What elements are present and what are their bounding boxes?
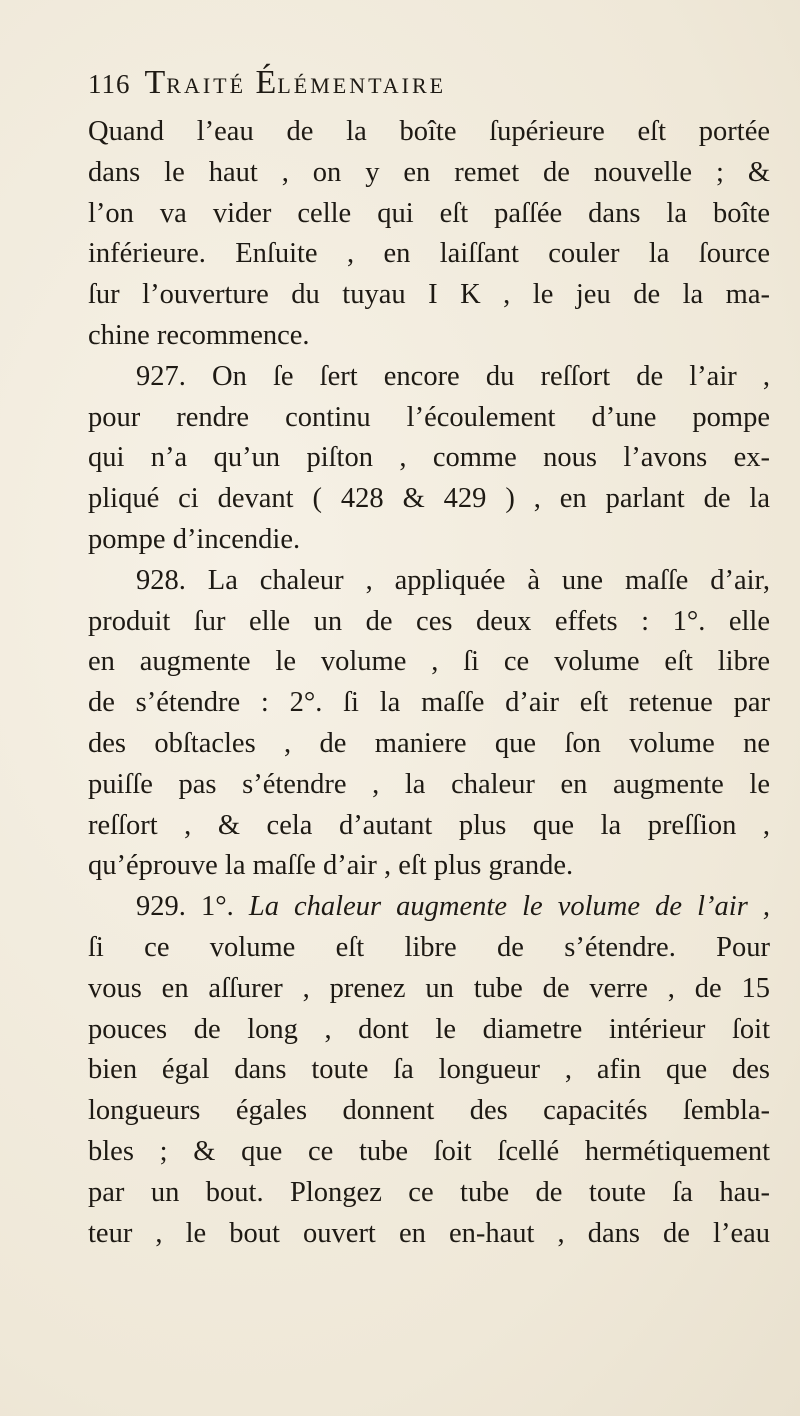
text-line: chine recommence. xyxy=(88,319,310,351)
text-line: vous en aſſurer , prenez un tube de verre , de 15 xyxy=(88,972,770,1004)
text-line: en augmente le volume , ſi ce volume eſt libre xyxy=(88,646,770,678)
text-line: inférieure. Enſuite , en laiſſant couler la ſource xyxy=(88,238,770,270)
text-line: pour rendre continu l’écoulement d’une pompe xyxy=(88,401,770,433)
paragraph-929-heading xyxy=(88,887,770,928)
text-line: puiſſe pas s’étendre , la chaleur en augmente le xyxy=(88,768,770,800)
text-line: par un bout. Plongez ce tube de toute ſa hau- xyxy=(88,1176,770,1208)
italic-statement: La chaleur augmente le volume de l’air , xyxy=(248,891,770,923)
running-head xyxy=(88,64,788,104)
text-line: teur , le bout ouvert en en-haut , dans de l’eau xyxy=(88,1217,770,1249)
text-line: reſſort , & cela d’autant plus que la preſſion , xyxy=(88,809,770,841)
title-initial: T xyxy=(144,64,167,101)
text-line: produit ſur elle un de ces deux effets : 1°. elle xyxy=(88,605,770,637)
text-line: ſur l’ouverture du tuyau I K , le jeu de la ma- xyxy=(88,279,770,311)
text-line: bien égal dans toute ſa longueur , afin que des xyxy=(88,1054,770,1086)
text-line: des obſtacles , de maniere que ſon volume ne xyxy=(88,727,770,759)
text-line: ſi ce volume eſt libre de s’étendre. Pour xyxy=(88,931,770,963)
text-line: l’on va vider celle qui eſt paſſée dans la boîte xyxy=(88,197,770,229)
page-number: 116 xyxy=(88,69,131,99)
title-part-2: LÉMENTAIRE xyxy=(277,73,447,98)
title-initial-2: É xyxy=(246,64,278,101)
paragraph-number: 929. 1°. xyxy=(136,891,234,923)
text-line: bles ; & que ce tube ſoit ſcellé hermétiquement xyxy=(88,1135,770,1167)
text-line: longueurs égales donnent des capacités ſembla- xyxy=(88,1095,770,1127)
text-line: qui n’a qu’un piſton , comme nous l’avons ex- xyxy=(88,442,770,474)
text-line: 928. La chaleur , appliquée à une maſſe d’air, xyxy=(136,564,770,596)
text-line: qu’éprouve la maſſe d’air , eſt plus grande. xyxy=(88,850,574,882)
body-text xyxy=(88,112,770,1254)
text-line: 927. On ſe ſert encore du reſſort de l’air , xyxy=(136,360,770,392)
title-part-1: RAITÉ xyxy=(166,73,247,98)
text-line: pouces de long , dont le diametre intérieur ſoit xyxy=(88,1013,770,1045)
text-line: pliqué ci devant ( 428 & 429 ) , en parlant de la xyxy=(88,483,770,515)
text-line: dans le haut , on y en remet de nouvelle ; & xyxy=(88,156,770,188)
text-line: Quand l’eau de la boîte ſupérieure eſt portée xyxy=(88,116,770,147)
text-line: de s’étendre : 2°. ſi la maſſe d’air eſt retenue par xyxy=(88,687,770,719)
text-line: pompe d’incendie. xyxy=(88,523,301,555)
